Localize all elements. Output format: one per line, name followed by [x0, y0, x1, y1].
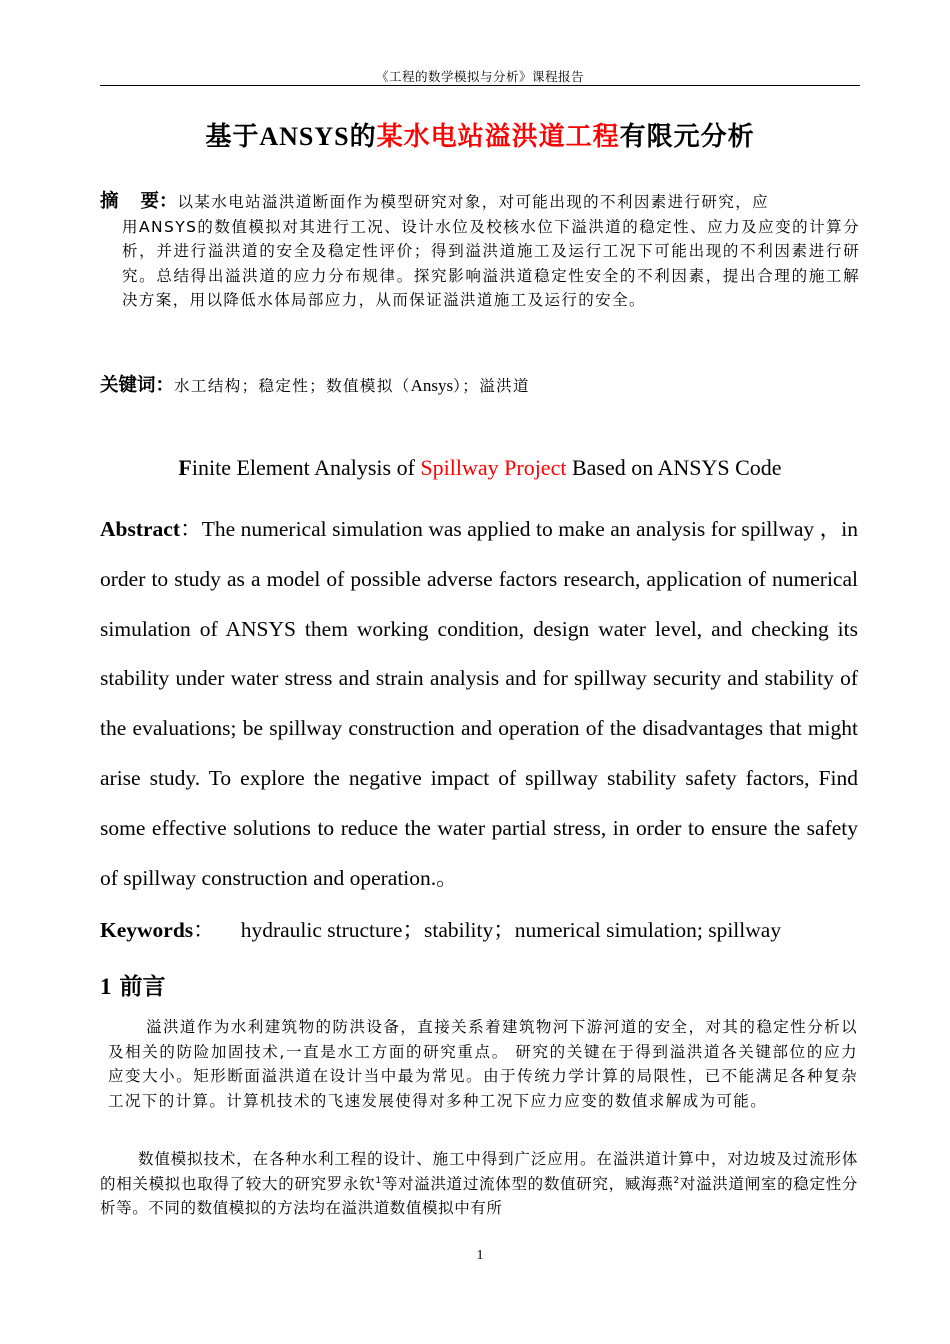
title-en-before: inite Element Analysis of: [191, 455, 421, 480]
keywords-cn-latin: Ansys: [410, 376, 454, 395]
keywords-cn: [100, 371, 860, 397]
title-suffix: 有限元分析: [619, 122, 755, 152]
abstract-en: [100, 505, 858, 903]
para2-part-c: 对溢洪道闸室的稳定性分析等。不同的数值模拟的方法均在溢洪道数值模拟中有所: [100, 1174, 859, 1217]
section-number: 1: [100, 974, 112, 999]
title-en-first-letter: F: [178, 455, 192, 480]
paper-title-cn: [100, 116, 860, 153]
page-header: 《工程的数学模拟与分析》课程报告: [375, 69, 584, 84]
keywords-en: [100, 913, 860, 944]
page-number: 1: [476, 1248, 484, 1263]
intro-paragraph-2: [100, 1147, 858, 1221]
abstract-en-body: The numerical simulation was applied to make an analysis for spillway ，in order to study as a model of possible adverse factors research, application of numerical simulation of ANSYS them working condition, design water level, and checking its stability under water stress and strain analysis and for spillway security and stability of the evaluations; be spillway construction and operation of the disadvantages that might arise study. To explore the negative impact of spillway stability safety factors, Find some effective solutions to reduce the water partial stress, in order to ensure the safety of spillway construction and operation.。: [100, 517, 858, 890]
header-rule: [100, 85, 860, 86]
citation-ref-1: 1: [375, 1175, 382, 1186]
keywords-en-body: hydraulic structure；stability；numerical simulation; spillway: [240, 918, 782, 942]
keywords-cn-label: 关键词：: [100, 375, 175, 396]
title-prefix: 基于: [205, 122, 260, 152]
keywords-cn-part1: 水工结构；稳定性；数值模拟（: [174, 377, 411, 395]
abstract-cn: [100, 190, 860, 313]
citation-ref-2: 2: [673, 1175, 680, 1186]
keywords-en-colon: ：: [193, 918, 215, 942]
title-en-highlight: Spillway Project: [420, 455, 567, 480]
abstract-en-colon: ：: [180, 517, 202, 541]
title-latin: ANSYS: [259, 122, 350, 151]
paper-title-en: [100, 455, 860, 481]
keywords-en-label: Keywords: [100, 918, 194, 942]
para2-part-a: 数值模拟技术，在各种水利工程的设计、施工中得到广泛应用。在溢洪道计算中，对边坡及过流形体的相关模拟也取得了较大的研究罗永钦: [100, 1150, 858, 1193]
abstract-cn-body: 用ANSYS的数值模拟对其进行工况、设计水位及校核水位下溢洪道的稳定性、应力及应变的计算分析，并进行溢洪道的安全及稳定性评价；得到溢洪道施工及运行工况下可能出现的不利因素进行研究。总结得出溢洪道的应力分布规律。探究影响溢洪道稳定性安全的不利因素，提出合理的施工解决方案，用以降低水体局部应力，从而保证溢洪道施工及运行的安全。: [122, 217, 860, 309]
abstract-cn-label: 摘 要：: [100, 191, 178, 212]
section-heading: [100, 968, 166, 1001]
keywords-cn-part2: ）；溢洪道: [453, 377, 530, 395]
abstract-cn-first-line: 以某水电站溢洪道断面作为模型研究对象，对可能出现的不利因素进行研究，应: [177, 193, 770, 211]
section-title: 前言: [119, 974, 166, 1000]
title-particle: 的: [349, 122, 377, 152]
abstract-en-label: Abstract: [100, 517, 181, 541]
title-en-after: Based on ANSYS Code: [566, 455, 782, 480]
title-highlight: 某水电站溢洪道工程: [376, 122, 620, 152]
intro-paragraph-1: 溢洪道作为水利建筑物的防洪设备，直接关系着建筑物河下游河道的安全，对其的稳定性分析以及相关的防险加固技术,一直是水工方面的研究重点。 研究的关键在于得到溢洪道各关键部位的应力应变大小。矩形断面溢洪道在设计当中最为常见。由于传统力学计算的局限性，已不能满足各种复杂工况下的计算。计算机技术的飞速发展使得对多种工况下应力应变的数值求解成为可能。: [108, 1018, 858, 1110]
para2-part-b: 等对溢洪道过流体型的数值研究，臧海燕: [381, 1174, 674, 1193]
